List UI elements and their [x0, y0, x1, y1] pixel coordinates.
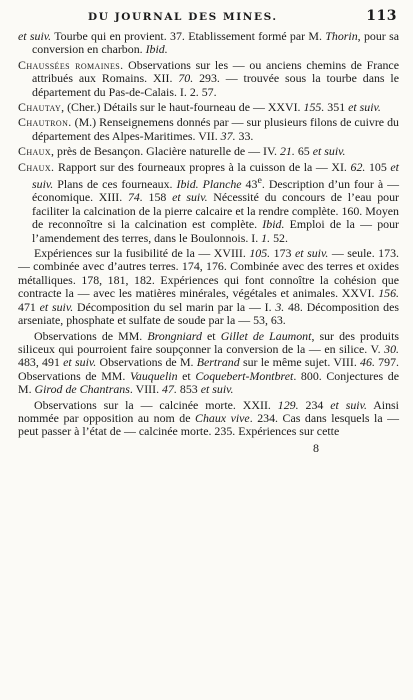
index-entry: Chautay, (Cher.) Détails sur le haut-fourneau de — XXVI. 155. 351 et suiv. — [18, 100, 381, 115]
running-title: DU JOURNAL DES MINES. — [88, 11, 278, 23]
signature-mark: 8 — [313, 440, 319, 455]
index-entry: Chaussées romaines. Observations sur les — ou anciens chemins de France attribués aux Romains. XII. 70. 293. — trouvée sous la tourbe dans le département du Pas-de-Calais. I. 2. 57. — [18, 57, 399, 99]
index-entries — [18, 30, 399, 439]
index-entry: et suiv. Tourbe qui en provient. 37. Etablissement formé par M. Thorin, pour sa conversion en charbon. Ibid. — [18, 29, 399, 57]
index-entry: Expériences sur la fusibilité de la — XVIII. 105. 173 et suiv. — seule. 173. — combinée avec d’autres terres. 174, 176. Combinée avec des terres et oxides métalliques. 178, 181, 182. Expériences qui font connoître la cohésion que contracte la — avec les matières minérales, végétales et animales. XXVI. 156. 471 et suiv. Décomposition du sel marin par la — I. 3. 48. Décomposition des arseniate, phosphate et sulfate de soude par la — 53, 63. — [18, 246, 399, 328]
page-number: 113 — [366, 8, 397, 24]
page-header — [18, 8, 399, 30]
index-entry: Chaux, près de Besançon. Glacière naturelle de — IV. 21. 65 et suiv. — [18, 144, 346, 159]
index-entry: Observations de MM. Brongniard et Gillet de Laumont, sur des produits siliceux qui pourroient faire soupçonner la conversion de la — en silice. V. 30. 483, 491 et suiv. Observations de M. Bertrand sur le même sujet. VIII. 46. 797. Observations de MM. Vauquelin et Coquebert-Montbret. 800. Conjectures de M. Girod de Chantrans. VIII. 47. 853 et suiv. — [18, 328, 399, 397]
index-entry: Observations sur la — calcinée morte. XXII. 129. 234 et suiv. Ainsi nommée par opposition au nom de Chaux vive. 234. Cas dans lesquels la — peut passer à l’état de — calcinée morte. 235. Expériences sur cette — [18, 397, 399, 439]
index-entry: Chaux. Rapport sur des fourneaux propres à la cuisson de la — XI. 62. 105 et suiv. Plans de ces fourneaux. Ibid. Planche 43e. Description d’un four à — économique. XIII. 74. 158 et suiv. Nécessité du concours de l’eau pour faciliter la calcination de la pierre calcaire et la rendre complète. 160. Moyen de reconnoître si la calcination est complète. Ibid. Emploi de la — pour l’amendement des terres, dans le Boulonnois. I. 1. 52. — [18, 159, 399, 245]
index-entry: Chautron. (M.) Renseignemens donnés par — sur plusieurs filons de cuivre du département des Alpes-Maritimes. VII. 37. 33. — [18, 115, 399, 143]
